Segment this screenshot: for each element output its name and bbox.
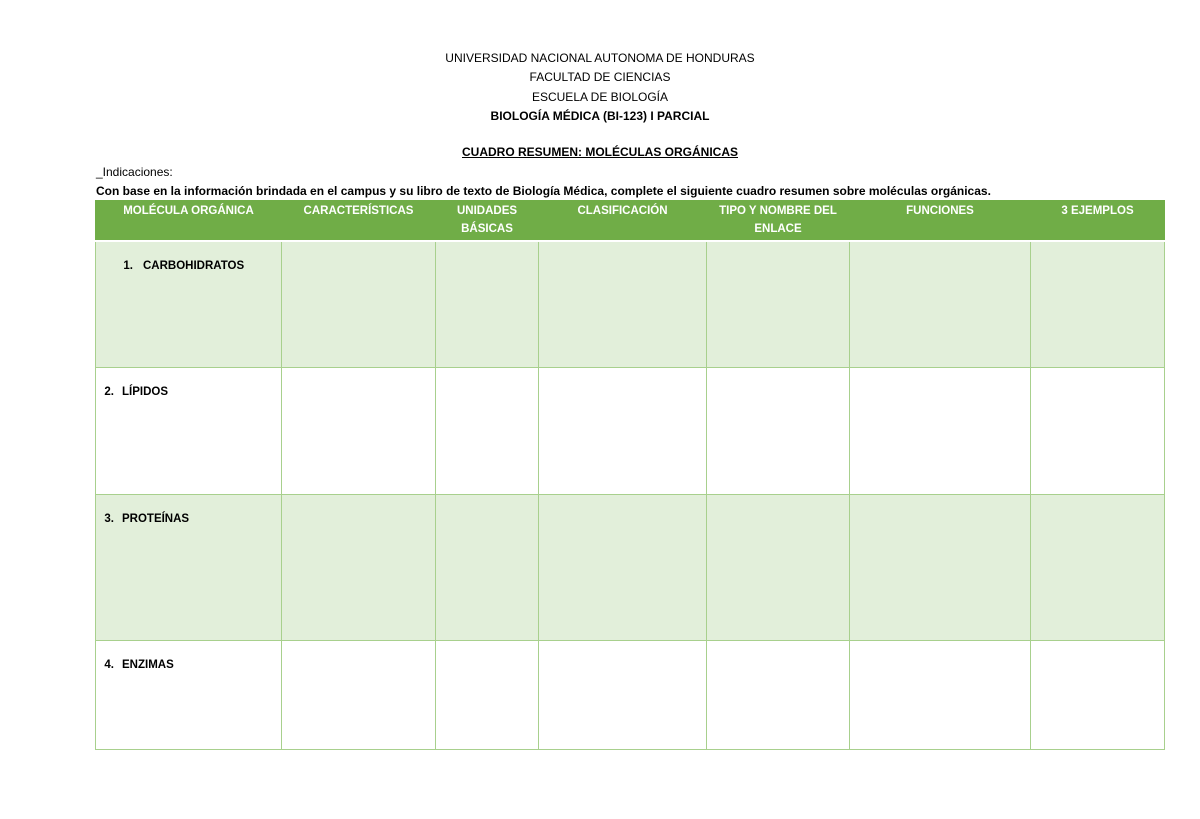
table-row: [96, 241, 1165, 367]
functions-cell[interactable]: [850, 494, 1031, 640]
characteristics-cell[interactable]: [282, 241, 436, 367]
faculty-name: FACULTAD DE CIENCIAS: [529, 70, 671, 84]
examples-cell[interactable]: [1031, 367, 1165, 494]
molecule-name: PROTEÍNAS: [122, 512, 190, 525]
row-number: 2.: [104, 385, 114, 398]
classification-cell[interactable]: [539, 640, 707, 749]
examples-cell[interactable]: [1031, 494, 1165, 640]
school-name: ESCUELA DE BIOLOGÍA: [531, 90, 669, 104]
column-header-functions: FUNCIONES: [850, 201, 1031, 242]
functions-cell[interactable]: [850, 241, 1031, 367]
examples-cell[interactable]: [1031, 640, 1165, 749]
column-header-bond: TIPO Y NOMBRE DEL ENLACE: [707, 201, 850, 242]
basic-units-cell[interactable]: [436, 494, 539, 640]
column-header-examples: 3 EJEMPLOS: [1031, 201, 1165, 242]
functions-cell[interactable]: [850, 640, 1031, 749]
molecule-label-cell: [96, 241, 282, 367]
university-name: UNIVERSIDAD NACIONAL AUTONOMA DE HONDURAS: [445, 51, 755, 65]
classification-cell[interactable]: [539, 367, 707, 494]
bond-cell[interactable]: [707, 367, 850, 494]
table-row: [96, 640, 1165, 749]
table-row: [96, 494, 1165, 640]
molecule-name: CARBOHIDRATOS: [143, 260, 245, 272]
characteristics-cell[interactable]: [282, 640, 436, 749]
document-title: CUADRO RESUMEN: MOLÉCULAS ORGÁNICAS: [462, 145, 738, 159]
column-header-basic-units: UNIDADES BÁSICAS: [436, 201, 539, 242]
classification-cell[interactable]: [539, 494, 707, 640]
characteristics-cell[interactable]: [282, 494, 436, 640]
instructions-label: _Indicaciones:: [96, 165, 173, 179]
examples-cell[interactable]: [1031, 241, 1165, 367]
molecule-label-cell: [96, 640, 282, 749]
bond-cell[interactable]: [707, 640, 850, 749]
functions-cell[interactable]: [850, 367, 1031, 494]
course-title: BIOLOGÍA MÉDICA (BI-123) I PARCIAL: [490, 109, 710, 123]
table-header-row: [96, 201, 1165, 242]
column-header-characteristics: CARACTERÍSTICAS: [282, 201, 436, 242]
molecule-label-cell: [96, 367, 282, 494]
table-row: [96, 367, 1165, 494]
basic-units-cell[interactable]: [436, 367, 539, 494]
column-header-molecule: MOLÉCULA ORGÁNICA: [96, 201, 282, 242]
characteristics-cell[interactable]: [282, 367, 436, 494]
basic-units-cell[interactable]: [436, 241, 539, 367]
row-number: 1.: [123, 260, 133, 272]
row-number: 3.: [104, 512, 114, 525]
molecule-label-cell: [96, 494, 282, 640]
molecule-name: ENZIMAS: [122, 658, 174, 671]
summary-table: [95, 200, 1165, 750]
bond-cell[interactable]: [707, 494, 850, 640]
column-header-classification: CLASIFICACIÓN: [539, 201, 707, 242]
classification-cell[interactable]: [539, 241, 707, 367]
instructions-text: Con base en la información brindada en el campus y su libro de texto de Biología Médica, complete el siguiente cuadro resumen sobre moléculas orgánicas.: [96, 184, 991, 198]
bond-cell[interactable]: [707, 241, 850, 367]
basic-units-cell[interactable]: [436, 640, 539, 749]
row-number: 4.: [104, 658, 114, 671]
molecule-name: LÍPIDOS: [122, 385, 169, 398]
